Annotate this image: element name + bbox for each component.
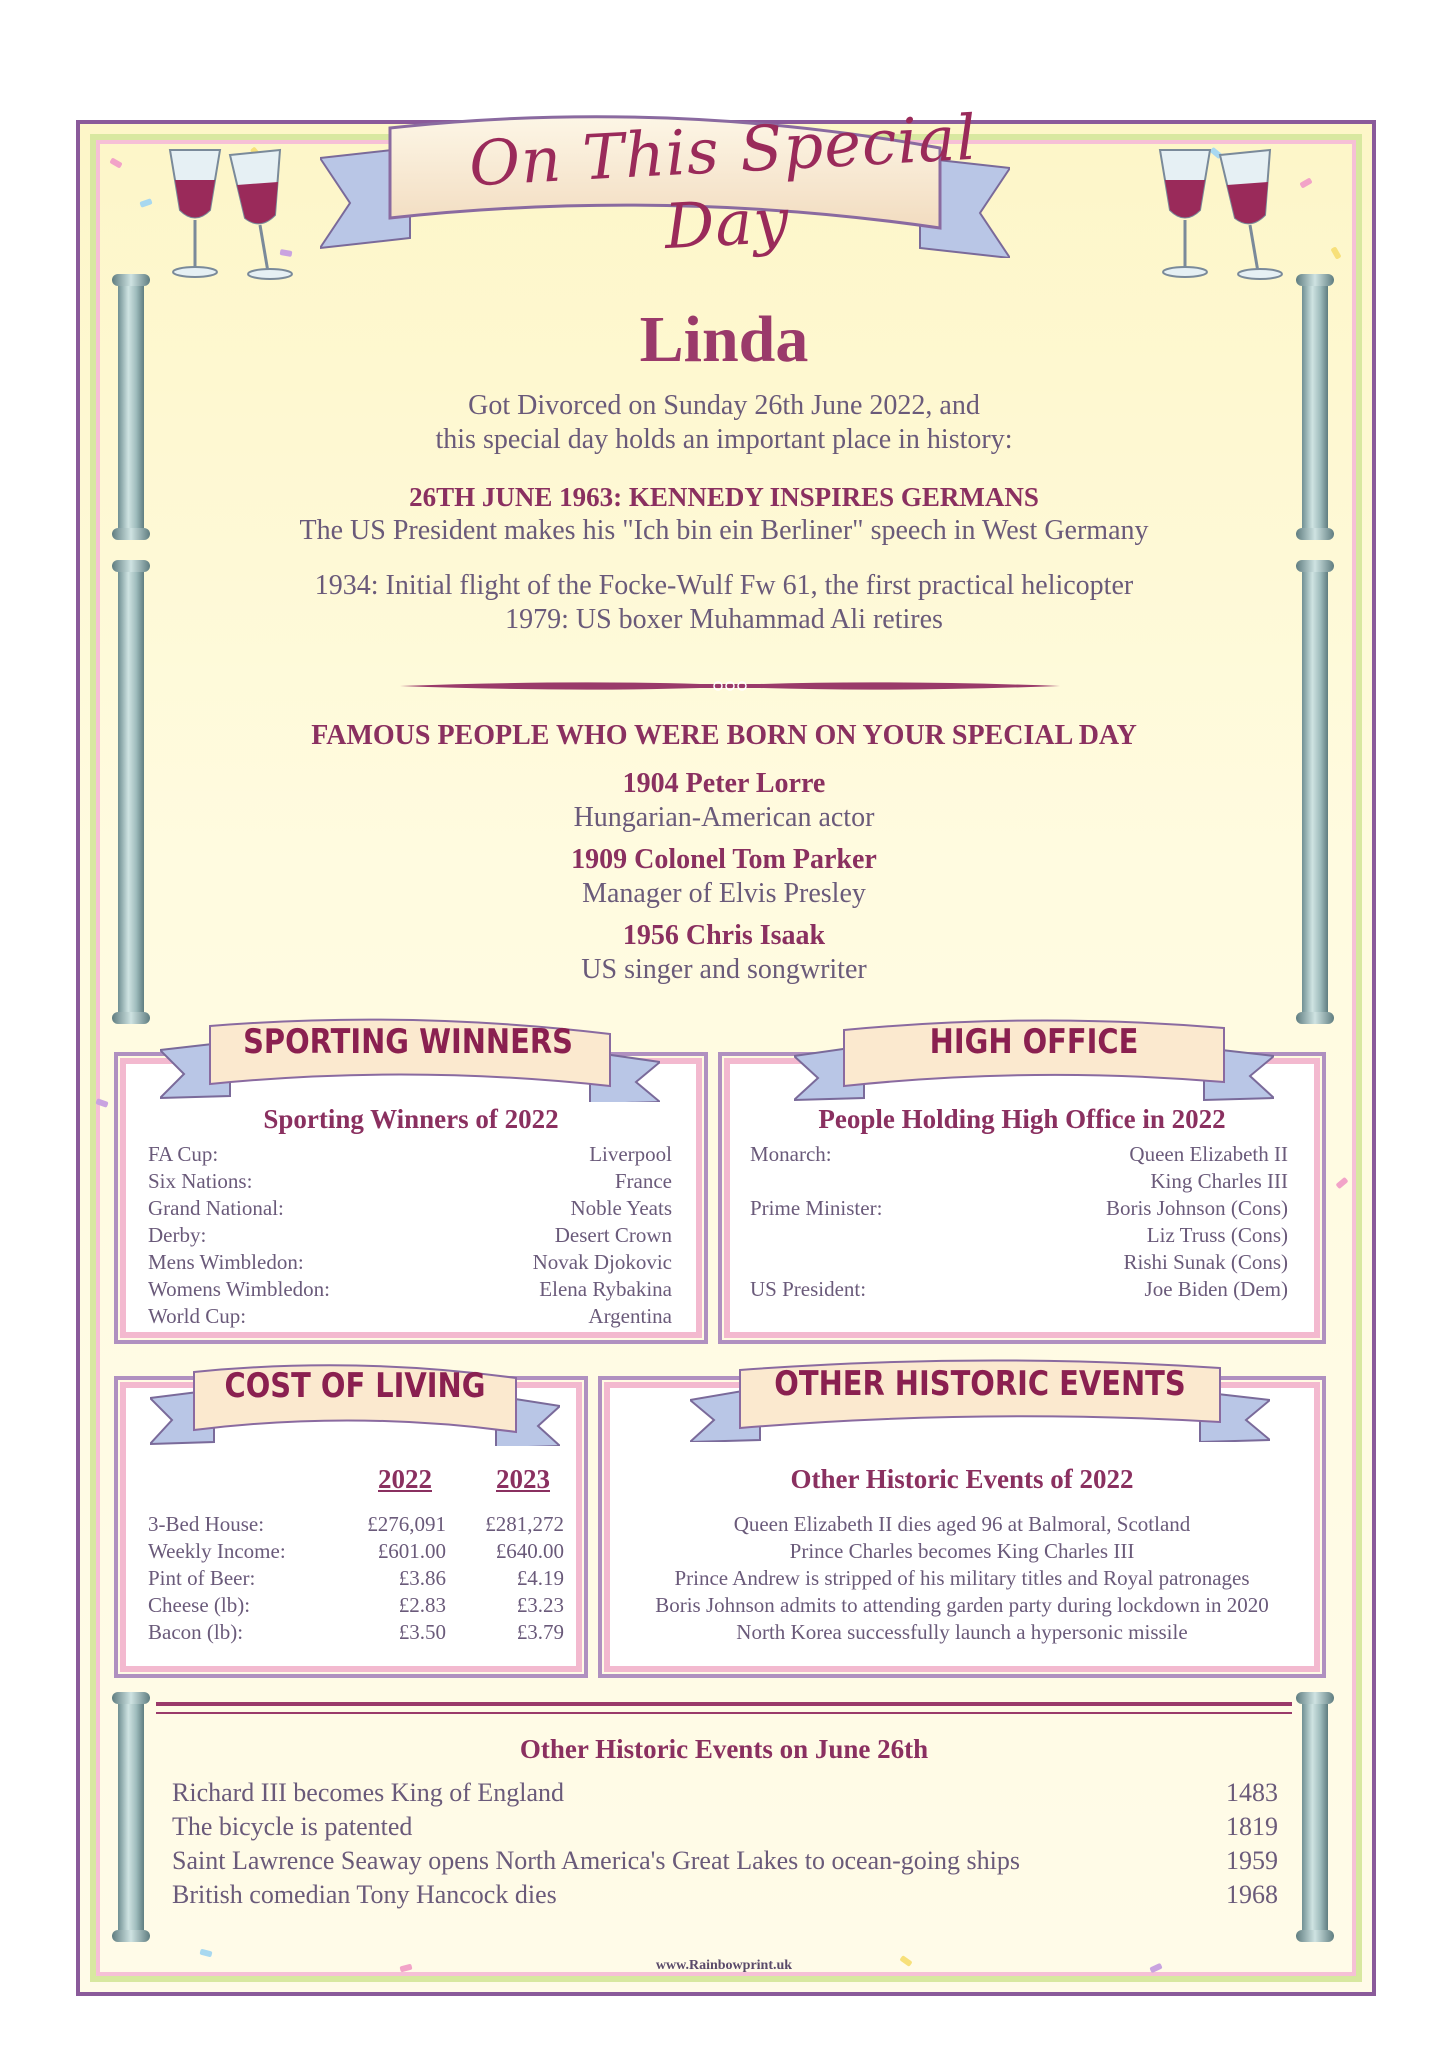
event-year: 1959: [1226, 1846, 1278, 1875]
row-value: Elena Rybakina: [539, 1277, 672, 1301]
cost-value-2023: £3.79: [516, 1620, 564, 1644]
cost-ribbon-label: COST OF LIVING: [224, 1366, 486, 1406]
row-label: Monarch:: [750, 1142, 832, 1166]
row-label: Mens Wimbledon:: [148, 1250, 304, 1274]
june-section-rule-top: [156, 1702, 1292, 1706]
event-year: 1483: [1226, 1778, 1278, 1807]
day-event-1: 1934: Initial flight of the Focke-Wulf Fw 61, the first practical helicopter: [314, 570, 1134, 601]
list-item: Queen Elizabeth II dies aged 96 at Balmoral, Scotland: [733, 1512, 1191, 1536]
event-year: 1819: [1226, 1812, 1278, 1841]
intro-line-1: Got Divorced on Sunday 26th June 2022, and: [468, 390, 980, 421]
sporting-heading: Sporting Winners of 2022: [263, 1104, 559, 1134]
event-text: The bicycle is patented: [172, 1812, 413, 1841]
day-event-2: 1979: US boxer Muhammad Ali retires: [505, 604, 943, 635]
row-label: World Cup:: [148, 1304, 247, 1328]
other-events-heading: Other Historic Events of 2022: [790, 1464, 1134, 1494]
row-value: Argentina: [588, 1304, 672, 1328]
famous-person-desc: Manager of Elvis Presley: [582, 878, 866, 909]
headline-title: 26TH JUNE 1963: KENNEDY INSPIRES GERMANS: [409, 482, 1039, 512]
cost-value-2023: £4.19: [516, 1566, 564, 1590]
june-events-heading: Other Historic Events on June 26th: [519, 1734, 929, 1764]
event-text: British comedian Tony Hancock dies: [172, 1880, 557, 1909]
famous-person-desc: Hungarian-American actor: [573, 802, 875, 833]
row-label: US President:: [750, 1277, 867, 1301]
row-value: Joe Biden (Dem): [1144, 1277, 1288, 1301]
footer-url: www.Rainbowprint.uk: [655, 1958, 793, 1973]
june-section-rule-bottom: [156, 1712, 1292, 1714]
cost-label: Weekly Income:: [148, 1539, 286, 1563]
year-header-1: 2022: [378, 1464, 432, 1494]
person-name: Linda: [639, 303, 809, 376]
row-value: Liz Truss (Cons): [1146, 1223, 1288, 1247]
famous-person-name: 1956 Chris Isaak: [622, 920, 826, 951]
row-value: Queen Elizabeth II: [1129, 1142, 1288, 1166]
office-heading: People Holding High Office in 2022: [818, 1104, 1226, 1134]
list-item: North Korea successfully launch a hypersonic missile: [736, 1620, 1188, 1644]
year-header-2: 2023: [496, 1464, 550, 1494]
row-label: FA Cup:: [148, 1142, 219, 1166]
row-label: Six Nations:: [148, 1169, 253, 1193]
cost-label: Cheese (lb):: [148, 1593, 251, 1617]
famous-person-name: 1909 Colonel Tom Parker: [571, 844, 877, 875]
row-value: Noble Yeats: [570, 1196, 672, 1220]
event-text: Saint Lawrence Seaway opens North America's Great Lakes to ocean-going ships: [172, 1846, 1020, 1875]
list-item: Prince Charles becomes King Charles III: [789, 1539, 1135, 1563]
event-text: Richard III becomes King of England: [172, 1778, 565, 1807]
event-year: 1968: [1226, 1880, 1278, 1909]
famous-person-name: 1904 Peter Lorre: [622, 768, 826, 799]
cost-value-2023: £640.00: [495, 1539, 564, 1563]
cost-value-2022: £601.00: [377, 1539, 446, 1563]
cost-value-2022: £3.86: [398, 1566, 446, 1590]
cost-value-2023: £281,272: [485, 1512, 564, 1536]
row-value: Desert Crown: [554, 1223, 672, 1247]
row-value: Boris Johnson (Cons): [1105, 1196, 1288, 1220]
row-label: Grand National:: [148, 1196, 284, 1220]
cost-label: Pint of Beer:: [148, 1566, 256, 1590]
row-label: Womens Wimbledon:: [148, 1277, 330, 1301]
headline-subtitle: The US President makes his "Ich bin ein Berliner" speech in West Germany: [299, 515, 1149, 546]
champagne-glasses-left-icon: [150, 140, 320, 290]
sporting-ribbon-label: SPORTING WINNERS: [243, 1022, 573, 1062]
cost-value-2022: £2.83: [398, 1593, 446, 1617]
row-value: Liverpool: [589, 1142, 672, 1166]
cost-value-2022: £3.50: [398, 1620, 446, 1644]
row-value: King Charles III: [1150, 1169, 1288, 1193]
row-value: Novak Djokovic: [532, 1250, 672, 1274]
list-item: Boris Johnson admits to attending garden party during lockdown in 2020: [655, 1593, 1269, 1617]
main-banner-title: On This Special Day: [467, 100, 979, 264]
cost-label: 3-Bed House:: [148, 1512, 265, 1536]
ornamental-divider: [400, 678, 1060, 694]
cost-label: Bacon (lb):: [148, 1620, 244, 1644]
champagne-glasses-right-icon: [1140, 140, 1310, 290]
other-events-ribbon-label: OTHER HISTORIC EVENTS: [774, 1364, 1186, 1404]
row-value: France: [614, 1169, 672, 1193]
famous-person-desc: US singer and songwriter: [581, 954, 867, 985]
row-label: Derby:: [148, 1223, 207, 1247]
cost-value-2023: £3.23: [516, 1593, 564, 1617]
office-ribbon-label: HIGH OFFICE: [929, 1022, 1139, 1062]
famous-people-heading: FAMOUS PEOPLE WHO WERE BORN ON YOUR SPECIAL DAY: [311, 720, 1137, 751]
list-item: Prince Andrew is stripped of his military titles and Royal patronages: [674, 1566, 1250, 1590]
intro-line-2: this special day holds an important place in history:: [435, 424, 1013, 455]
cost-value-2022: £276,091: [367, 1512, 446, 1536]
row-label: Prime Minister:: [750, 1196, 883, 1220]
row-value: Rishi Sunak (Cons): [1123, 1250, 1288, 1274]
